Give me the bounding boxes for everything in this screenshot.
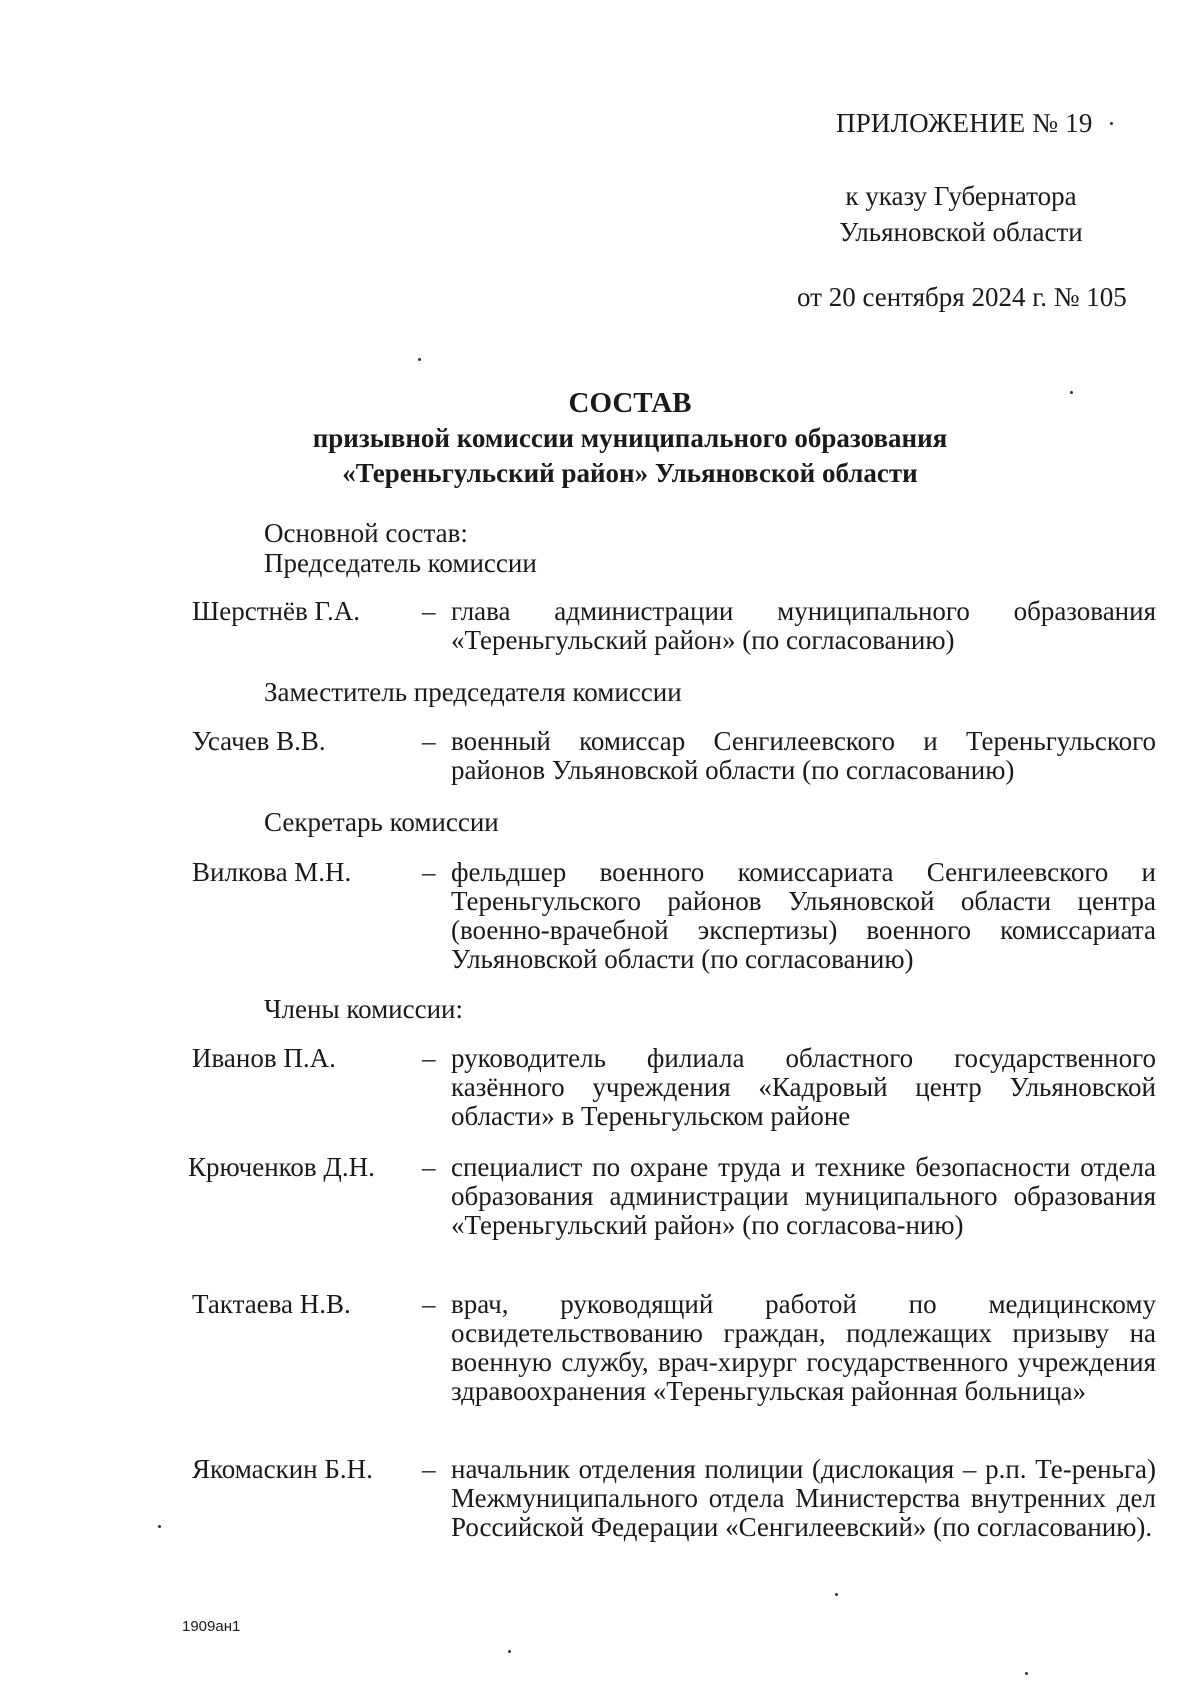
scan-speck bbox=[508, 1650, 511, 1653]
member-dash: – bbox=[422, 596, 436, 626]
title-line-2: «Тереньгульский район» Ульяновской области bbox=[342, 458, 918, 488]
section-members: Члены комиссии: bbox=[264, 994, 463, 1024]
section-deputy: Заместитель председателя комиссии bbox=[264, 677, 682, 707]
member-role: военный комиссар Сенгилеевского и Тереньгульского районов Ульяновской области (по согласованию) bbox=[451, 726, 1156, 785]
section-chairman: Председатель комиссии bbox=[264, 548, 537, 578]
decree-date: от 20 сентября 2024 г. № 105 bbox=[797, 282, 1127, 312]
section-main-composition: Основной состав: bbox=[264, 518, 468, 548]
title-main: СОСТАВ bbox=[568, 387, 692, 419]
scan-speck bbox=[158, 1525, 161, 1528]
member-name: Иванов П.А. bbox=[192, 1043, 336, 1073]
member-role: руководитель филиала областного государственного казённого учреждения «Кадровый центр Ульяновской области» в Тереньгульском районе bbox=[451, 1043, 1156, 1131]
member-role: специалист по охране труда и технике безопасности отдела образования администрации муниципального образования «Тереньгульский район» (по согласова-нию) bbox=[451, 1152, 1156, 1240]
member-name: Вилкова М.Н. bbox=[192, 857, 352, 887]
scan-speck bbox=[1025, 1672, 1028, 1675]
member-name: Якомаскин Б.Н. bbox=[192, 1454, 373, 1484]
section-secretary: Секретарь комиссии bbox=[264, 807, 499, 837]
member-role: глава администрации муниципального образования «Тереньгульский район» (по согласованию) bbox=[451, 596, 1156, 655]
appendix-number: ПРИЛОЖЕНИЕ № 19 bbox=[836, 108, 1093, 138]
member-role: начальник отделения полиции (дислокация – р.п. Те-реньга) Межмуниципального отдела Министерства внутренних дел Российской Федерации «Сенгилеевский» (по согласованию). bbox=[451, 1454, 1156, 1542]
member-name: Тактаева Н.В. bbox=[192, 1289, 351, 1319]
decree-reference bbox=[836, 178, 1086, 250]
scan-speck bbox=[418, 358, 421, 361]
document-code: 1909ан1 bbox=[182, 1618, 241, 1635]
decree-line-1: к указу Губернатора bbox=[845, 181, 1077, 211]
member-name: Шерстнёв Г.А. bbox=[192, 596, 360, 626]
scan-speck bbox=[1070, 391, 1073, 394]
member-dash: – bbox=[422, 1289, 436, 1319]
member-dash: – bbox=[422, 1152, 436, 1182]
member-role: врач, руководящий работой по медицинскому освидетельствованию граждан, подлежащих призыву на военную службу, врач-хирург государственного учреждения здравоохранения «Тереньгульская районная больница» bbox=[451, 1289, 1156, 1406]
member-dash: – bbox=[422, 726, 436, 756]
scan-speck bbox=[835, 1593, 838, 1596]
decree-line-2: Ульяновской области bbox=[839, 217, 1083, 247]
document-title bbox=[270, 385, 990, 491]
member-dash: – bbox=[422, 1454, 436, 1484]
member-dash: – bbox=[422, 1043, 436, 1073]
member-name: Крюченков Д.Н. bbox=[188, 1152, 375, 1182]
member-role: фельдшер военного комиссариата Сенгилеевского и Тереньгульского районов Ульяновской области центра (военно-врачебной экспертизы) военного комиссариата Ульяновской области (по согласованию) bbox=[451, 857, 1156, 974]
title-line-1: призывной комиссии муниципального образования bbox=[312, 423, 948, 453]
member-name: Усачев В.В. bbox=[192, 726, 326, 756]
scan-speck bbox=[1110, 122, 1113, 125]
member-dash: – bbox=[422, 857, 436, 887]
